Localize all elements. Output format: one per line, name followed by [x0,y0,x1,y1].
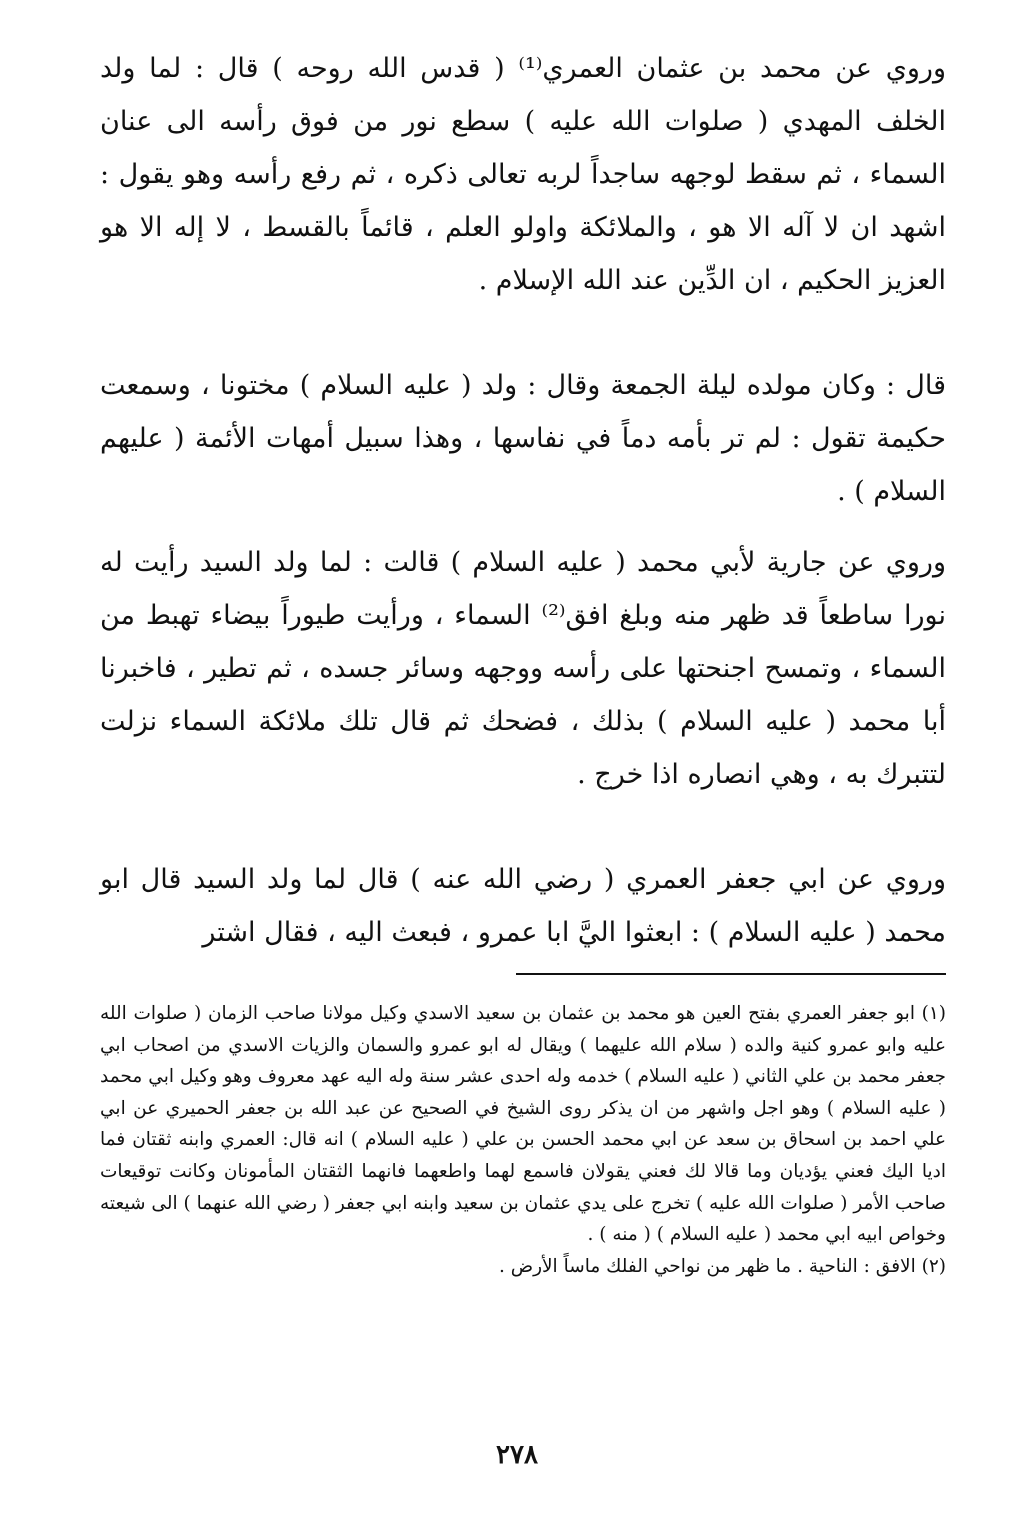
page-number: ٢٧٨ [496,1440,538,1470]
footnotes [100,998,946,1282]
footnote-divider [516,973,946,975]
footnote-2: (٢) الافق : الناحية . ما ظهر من نواحي الفلك ماساً الأرض . [498,1255,946,1277]
paragraph-2: قال : وكان مولده ليلة الجمعة وقال : ولد ( عليه السلام ) مختونا ، وسمعت حكيمة تقول : لم تر بأمه دماً في نفاسها ، وهذا سبيل أمهات الأئمة ( عليهم السلام ) . [100,370,946,507]
paragraph-1: وروي عن محمد بن عثمان العمري⁽¹⁾ ( قدس الله روحه ) قال : لما ولد الخلف المهدي ( صلوات الله عليه ) سطع نور من فوق رأسه الى عنان السماء ، ثم سقط لوجهه ساجداً لربه تعالى ذكره ، ثم رفع رأسه وهو يقول : اشهد ان لا آله الا هو ، والملائكة واولو العلم ، قائماً بالقسط ، لا إله الا هو العزيز الحكيم ، ان الدِّين عند الله الإسلام . [100,53,947,296]
paragraph-3: وروي عن جارية لأبي محمد ( عليه السلام ) قالت : لما ولد السيد رأيت له نورا ساطعاً قد ظهر منه وبلغ افق⁽²⁾ السماء ، ورأيت طيوراً بيضاء تهبط من السماء ، وتمسح اجنحتها على رأسه ووجهه وسائر جسده ، ثم تطير ، فاخبرنا أبا محمد ( عليه السلام ) بذلك ، فضحك ثم قال تلك ملائكة السماء نزلت لتتبرك به ، وهي انصاره اذا خرج . [100,547,946,790]
paragraph-4: وروي عن ابي جعفر العمري ( رضي الله عنه ) قال لما ولد السيد قال ابو محمد ( عليه السلام ) : ابعثوا اليَّ ابا عمرو ، فبعث اليه ، فقال اشتر [100,864,946,948]
footnote-1: (١) ابو جعفر العمري بفتح العين هو محمد بن عثمان بن سعيد الاسدي وكيل مولانا صاحب الزمان ( صلوات الله عليه وابو عمرو كنية والده ( سلام الله عليهما ) ويقال له ابو عمرو والسمان والزيات الاسدي من اصحاب ابي جعفر محمد بن علي الثاني ( عليه السلام ) خدمه وله احدى عشر سنة وله اليه عهد معروف وهو وكيل ابي محمد ( عليه السلام ) وهو اجل واشهر من ان يذكر روى الشيخ في الصحيح عن عبد الله بن جعفر الحميري عن ابي علي احمد بن اسحاق بن سعد عن ابي محمد الحسن بن علي ( عليه السلام ) انه قال: العمري وابنه ثقتان فما اديا اليك فعني يؤديان وما قالا لك فعني يقولان فاسمع لهما واطعهما فانهما الثقتان المأمونان وكانت توقيعات صاحب الأمر ( صلوات الله عليه ) تخرج على يدي عثمان بن سعيد وابنه ابي جعفر ( رضي الله عنهما ) الى شيعته وخواص ابيه ابي محمد ( عليه السلام ) ( منه ) . [100,1003,946,1246]
main-text [100,42,946,959]
